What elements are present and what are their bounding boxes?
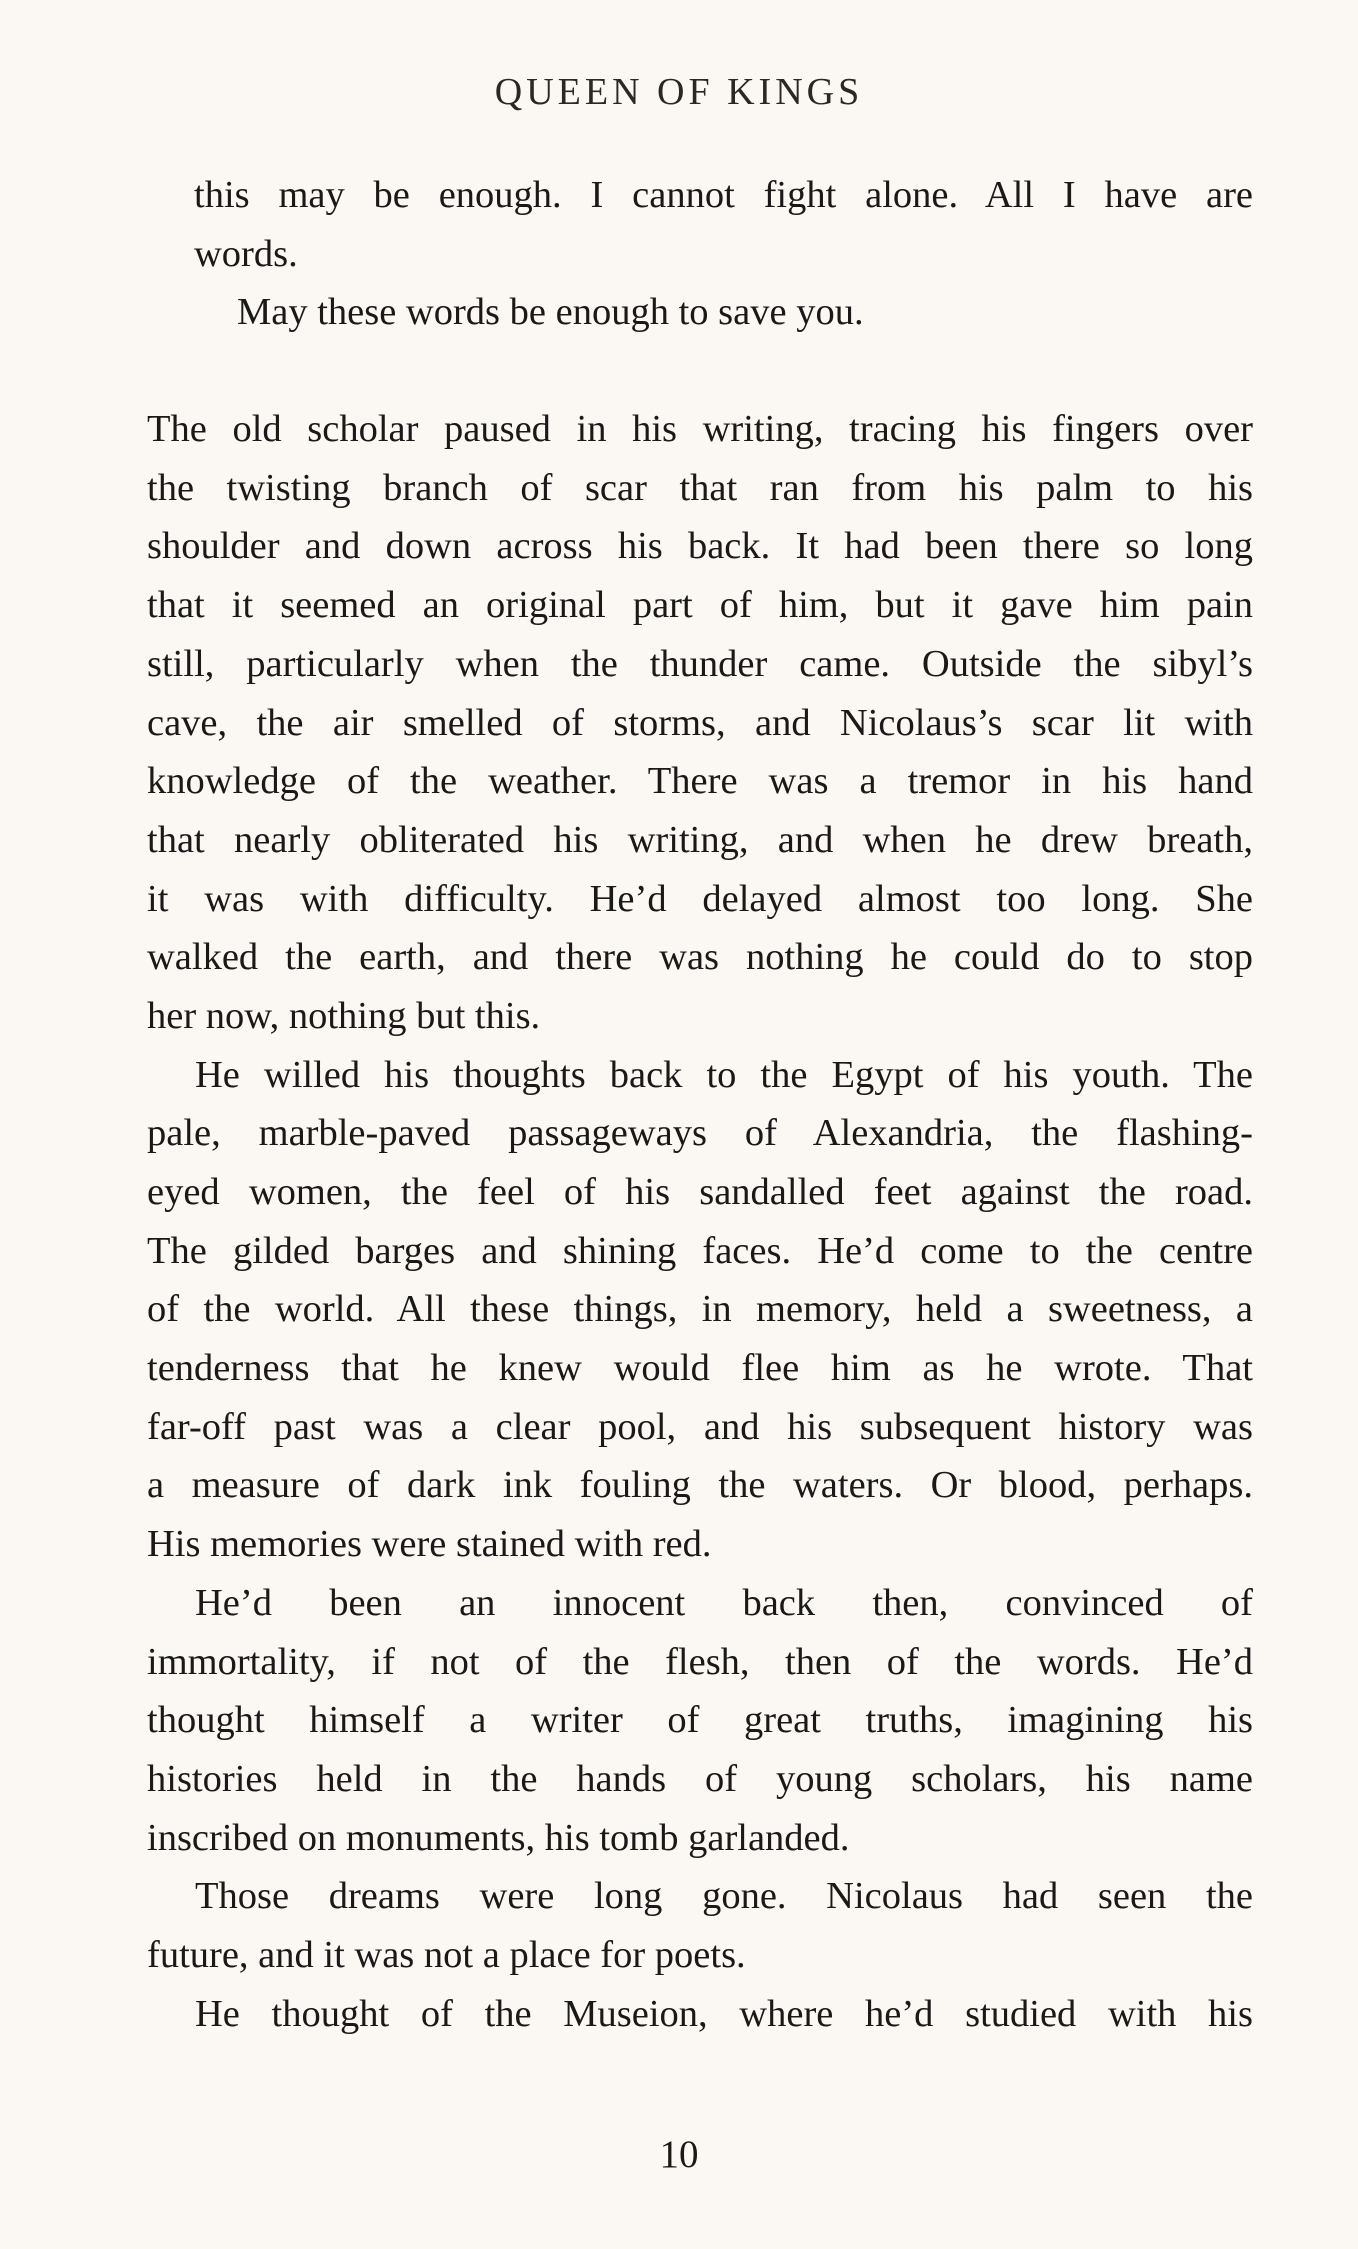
- text-line: Those dreams were long gone. Nicolaus had seen the: [195, 1875, 1253, 1918]
- text-line: a measure of dark ink fouling the waters. Or blood, perhaps.: [147, 1464, 1253, 1507]
- text-line: future, and it was not a place for poets.: [147, 1933, 746, 1976]
- text-line: thought himself a writer of great truths, imagining his: [147, 1699, 1253, 1742]
- text-line: tenderness that he knew would flee him as he wrote. That: [147, 1347, 1253, 1390]
- page-number: 10: [659, 2133, 699, 2176]
- text-line: His memories were stained with red.: [147, 1523, 712, 1566]
- text-line: immortality, if not of the flesh, then of the words. He’d: [147, 1640, 1253, 1683]
- text-line: pale, marble-paved passageways of Alexandria, the flashing-: [147, 1112, 1253, 1155]
- text-line: that it seemed an original part of him, but it gave him pain: [147, 584, 1253, 627]
- text-line: words.: [194, 232, 298, 275]
- section-break: [147, 342, 1253, 400]
- text-line: it was with difficulty. He’d delayed almost too long. She: [147, 877, 1253, 920]
- text-line: May these words be enough to save you.: [237, 291, 864, 334]
- letter-excerpt: [147, 166, 1253, 342]
- text-line: inscribed on monuments, his tomb garlanded.: [147, 1816, 850, 1859]
- text-line: He’d been an innocent back then, convinced of: [195, 1581, 1253, 1624]
- text-line: that nearly obliterated his writing, and when he drew breath,: [147, 818, 1253, 861]
- text-line: The old scholar paused in his writing, tracing his fingers over: [147, 408, 1253, 451]
- text-line: of the world. All these things, in memory, held a sweetness, a: [147, 1288, 1253, 1331]
- text-line: knowledge of the weather. There was a tremor in his hand: [147, 760, 1253, 803]
- text-line: He thought of the Museion, where he’d studied with his: [195, 1992, 1253, 2035]
- text-line: eyed women, the feel of his sandalled feet against the road.: [147, 1171, 1253, 1213]
- running-head: QUEEN OF KINGS: [494, 71, 864, 113]
- text-line: The gilded barges and shining faces. He’d come to the centre: [147, 1229, 1253, 1272]
- text-line: shoulder and down across his back. It had been there so long: [147, 525, 1253, 568]
- text-line: cave, the air smelled of storms, and Nicolaus’s scar lit with: [147, 701, 1253, 744]
- text-line: still, particularly when the thunder came. Outside the sibyl’s: [147, 642, 1253, 685]
- text-block: [147, 166, 1253, 2043]
- text-line: this may be enough. I cannot fight alone. All I have are: [194, 174, 1253, 216]
- text-line: the twisting branch of scar that ran from his palm to his: [147, 466, 1253, 509]
- text-line: far-off past was a clear pool, and his subsequent history was: [147, 1405, 1253, 1448]
- text-line: He willed his thoughts back to the Egypt of his youth. The: [195, 1053, 1253, 1096]
- body-text: [147, 400, 1253, 2043]
- text-line: her now, nothing but this.: [147, 994, 541, 1037]
- text-line: walked the earth, and there was nothing he could do to stop: [147, 936, 1253, 979]
- text-line: histories held in the hands of young scholars, his name: [147, 1757, 1253, 1800]
